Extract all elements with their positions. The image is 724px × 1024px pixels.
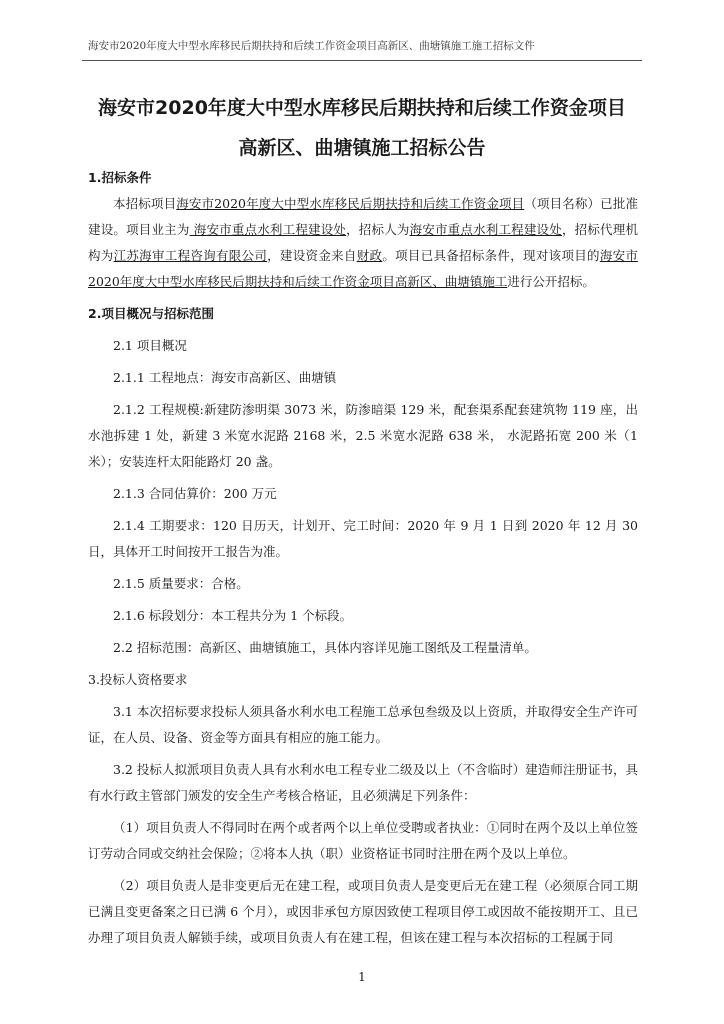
item-2-1: 2.1 项目概况 — [113, 338, 187, 353]
section-2-heading: 2.项目概况与招标范围 — [88, 306, 214, 321]
tender-agency: 江苏海审工程咨询有限公司 — [113, 248, 268, 263]
document-body — [88, 165, 638, 951]
fund-source: 财政 — [356, 248, 383, 263]
header-divider — [82, 60, 642, 61]
section-1-heading: 1.招标条件 — [88, 170, 152, 185]
item-2-2: 2.2 招标范围：高新区、曲塘镇施工，具体内容详见施工图纸及工程量清单。 — [113, 640, 537, 655]
project-owner: 海安市重点水利工程建设处 — [189, 222, 347, 237]
item-2-1-2: 2.1.2 工程规模:新建防渗明渠 3073 米，防渗暗渠 129 米，配套渠系配套建筑物 119 座，出水池拆建 1 处，新建 3 米宽水泥路 2168 米，2.5 米宽水泥路 638 米， 水泥路拓宽 200 米（1 米）；安装连杆太阳能路灯 20 盏。 — [88, 402, 638, 469]
item-3-2-1: （1）项目负责人不得同时在两个或者两个以上单位受聘或者执业：①同时在两个及以上单位签订劳动合同或交纳社会保险；②将本人执（职）业资格证书同时注册在两个及以上单位。 — [88, 820, 638, 861]
item-2-1-3: 2.1.3 合同估算价：200 万元 — [113, 486, 277, 501]
text-run: ，招标人为 — [346, 222, 410, 237]
item-3-1: 3.1 本次招标要求投标人须具备水利水电工程施工总承包叁级及以上资质，并取得安全生产许可证，在人员、设备、资金等方面具有相应的施工能力。 — [88, 704, 638, 745]
document-title-line-1: 海安市2020年度大中型水库移民后期扶持和后续工作资金项目 — [98, 97, 626, 119]
text-run: 。项目已具备招标条件，现对该项目的 — [382, 248, 600, 263]
project-name: 海安市2020年度大中型水库移民后期扶持和后续工作资金项目 — [176, 196, 525, 211]
section-3-heading: 3.投标人资格要求 — [88, 672, 188, 687]
item-3-2: 3.2 投标人拟派项目负责人具有水利水电工程专业二级及以上（不含临时）建造师注册证书，具有水行政主管部门颁发的安全生产考核合格证，且必须满足下列条件： — [88, 762, 638, 803]
section-1-paragraph — [88, 191, 638, 295]
document-title-line-2: 高新区、曲塘镇施工招标公告 — [238, 137, 486, 159]
tenderer: 海安市重点水利工程建设处 — [409, 222, 562, 237]
text-run: ，招标代理机构为 — [88, 222, 638, 263]
item-2-1-5: 2.1.5 质量要求：合格。 — [113, 576, 249, 591]
page-number: 1 — [358, 970, 366, 984]
text-run: ，建设资金来自 — [267, 248, 357, 263]
text-run: 进行公开招标。 — [507, 274, 595, 289]
item-3-2-2: （2）项目负责人是非变更后无在建工程，或项目负责人是变更后无在建工程（必须原合同工期已满且变更备案之日已满 6 个月），或因非承包方原因致使工程项目停工或因故不能按期开工、且已办理了项目负责人解锁手续，或项目负责人有在建工程，但该在建工程与本次招标的工程属于同 — [88, 878, 638, 945]
text-run: （项目名称）已批准建设。项目业主为 — [88, 196, 638, 237]
running-header: 海安市2020年度大中型水库移民后期扶持和后续工作资金项目高新区、曲塘镇施工施工招标文件 — [88, 40, 535, 52]
item-2-1-4: 2.1.4 工期要求：120 日历天，计划开、完工时间：2020 年 9 月 1 日到 2020 年 12 月 30 日，具体开工时间按开工报告为准。 — [88, 518, 638, 559]
item-2-1-6: 2.1.6 标段划分：本工程共分为 1 个标段。 — [113, 608, 353, 623]
tender-section: 海安市2020年度大中型水库移民后期扶持和后续工作资金项目高新区、曲塘镇施工 — [88, 248, 638, 289]
text-run: 本招标项目 — [113, 196, 177, 211]
item-2-1-1: 2.1.1 工程地点：海安市高新区、曲塘镇 — [113, 370, 337, 385]
